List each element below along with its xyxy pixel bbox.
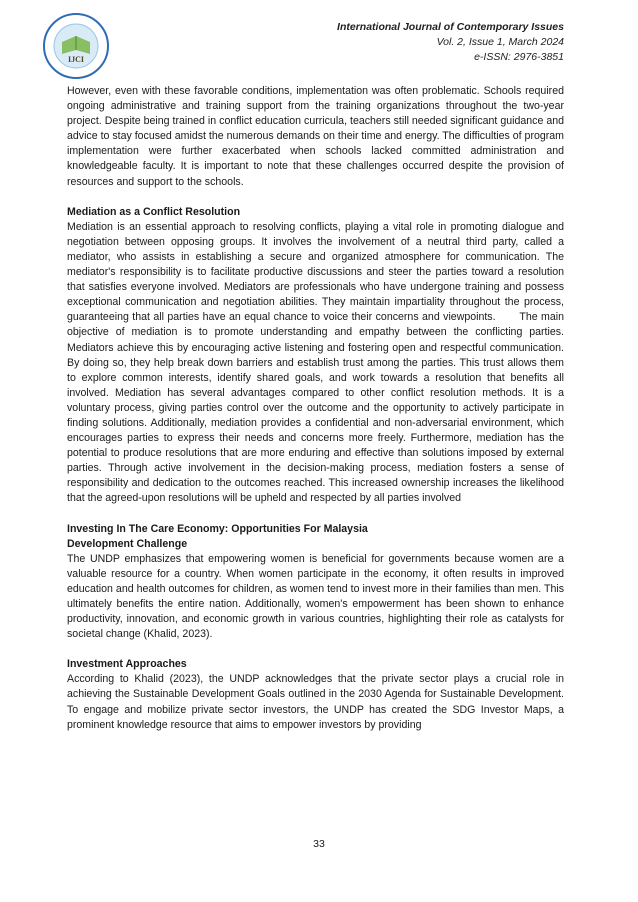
- page-number: 33: [313, 838, 325, 850]
- logo-text: IJCI: [67, 55, 85, 64]
- mediation-heading: Mediation as a Conflict Resolution: [67, 205, 241, 218]
- article-body: [67, 84, 567, 733]
- journal-issn: e-ISSN: 2976-3851: [474, 51, 564, 63]
- intro-paragraph: However, even with these favorable conditions, implementation was often problematic. Schools required ongoing administrative and training support from the training organizations throughout the two-year project. Despite being trained in conflict education curricula, teachers still needed significant guidance and advice to stay focused amidst the numerous demands on their time and energy. The difficulties of program implementation were further exacerbated when schools lacked committed administration and knowledgeable faculty. It is important to note that these challenges occurred despite the provision of resources and support to the schools.: [67, 85, 564, 188]
- journal-volume: Vol. 2, Issue 1, March 2024: [436, 36, 564, 48]
- care-economy-heading: Investing In The Care Economy: Opportunities For Malaysia: [67, 522, 368, 535]
- journal-title: International Journal of Contemporary Issues: [337, 21, 564, 33]
- development-challenge-heading: Development Challenge: [67, 537, 188, 550]
- journal-logo: [42, 12, 110, 80]
- care-economy-paragraph: The UNDP emphasizes that empowering women is beneficial for governments because women are a valuable resource for a country. When women participate in the economy, it often results in improved education and health outcomes for children, as women tend to invest more in their families than men. This ultimately benefits the entire nation. Additionally, women's empowerment has been shown to enhance productivity, innovation, and economic growth in various countries, highlighting their role as catalysts for societal change (Khalid, 2023).: [67, 552, 564, 641]
- mediation-paragraph: Mediation is an essential approach to resolving conflicts, playing a vital role in promoting dialogue and negotiation between opposing groups. It involves the involvement of a neutral third party, called a mediator, who assists in establishing a secure and organized atmosphere for communication. The mediator's responsibility is to facilitate productive discussions and steer the parties toward a resolution that satisfies everyone involved. Mediators are professionals who have undergone training and possess exceptional communication and negotiation abilities. They maintain impartiality throughout the process, guaranteeing that all parties have an equal chance to voice their concerns and viewpoints. The main objective of mediation is to promote understanding and empathy between the conflicting parties. Mediators achieve this by encouraging active listening and fostering open and respectful communication. By doing so, they help break down barriers and establish trust among the parties. This trust allows them to explore common interests, identify shared goals, and work towards a resolution that benefits all involved. Mediation has several advantages compared to other conflict resolution methods. It is a voluntary process, giving parties control over the outcome and the opportunity to actively participate in finding solutions. Additionally, mediation provides a confidential and non-adversarial environment, which encourages parties to express their needs and concerns more freely. Furthermore, mediation has the potential to produce resolutions that are more enduring and effective than solutions imposed by external parties. Through active involvement in the decision-making process, mediation fosters a sense of responsibility and dedication to the outcomes reached. This increased ownership increases the likelihood that the agreed-upon resolutions will be upheld and respected by all parties involved: [67, 220, 567, 505]
- investment-paragraph: According to Khalid (2023), the UNDP acknowledges that the private sector plays a crucial role in achieving the Sustainable Development Goals outlined in the 2030 Agenda for Sustainable Development. To engage and mobilize private sector investors, the UNDP has created the SDG Investor Maps, a prominent knowledge resource that aims to empower investors by providing: [67, 673, 564, 731]
- investment-heading: Investment Approaches: [67, 658, 187, 671]
- journal-header: [337, 20, 564, 65]
